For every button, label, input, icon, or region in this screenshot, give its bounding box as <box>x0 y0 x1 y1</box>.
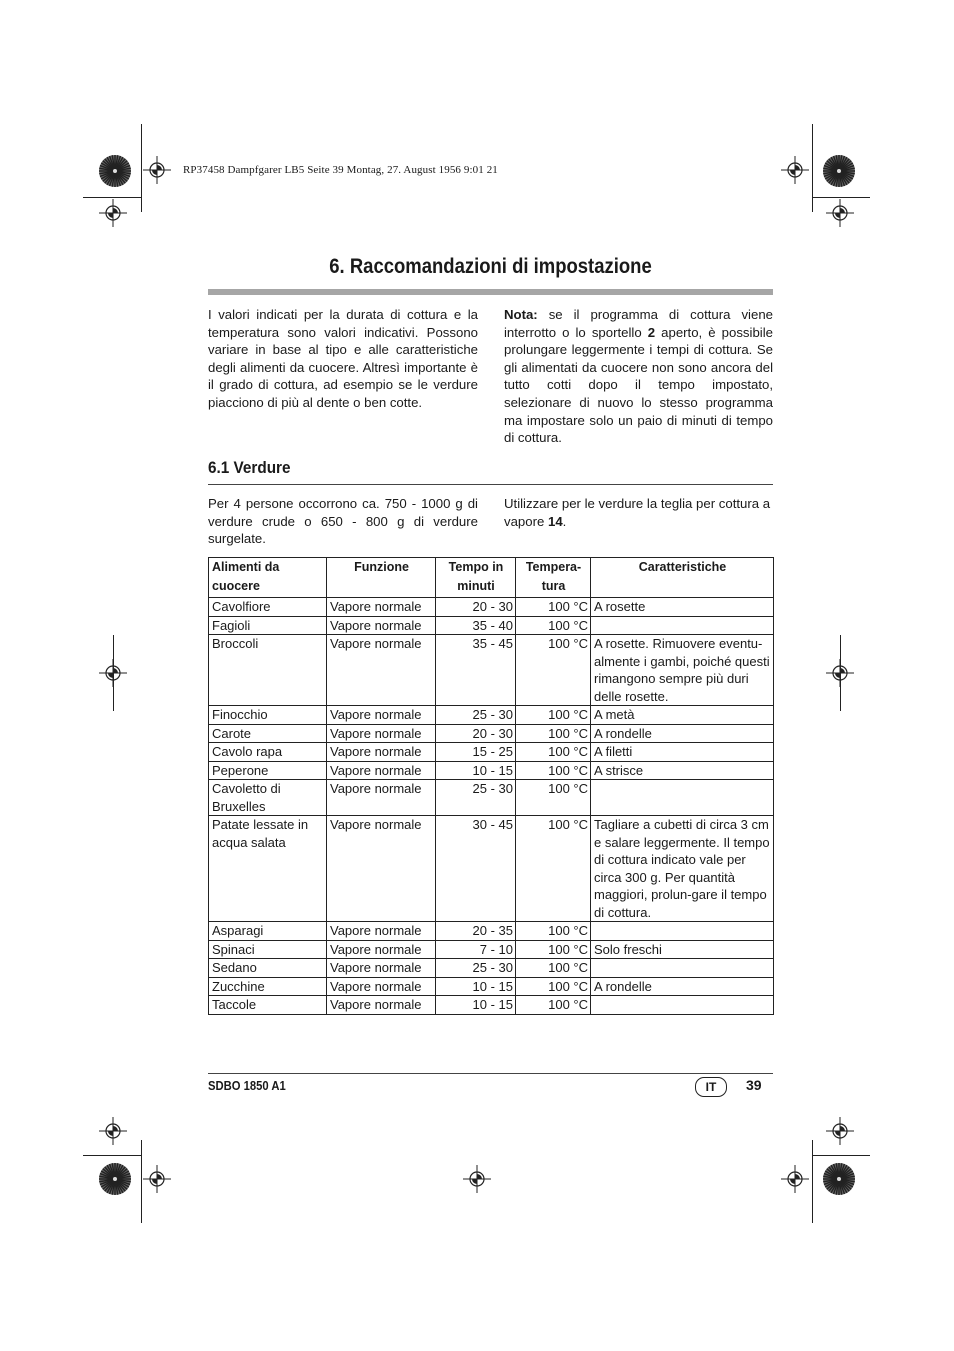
cell-function: Vapore normale <box>327 977 436 996</box>
crop-line <box>83 1155 141 1156</box>
cell-food: Spinaci <box>209 940 327 959</box>
verdure-note-text-1: Utilizzare per le verdure la teglia per cottura a vapore <box>504 496 771 529</box>
table-row <box>209 706 774 725</box>
cell-characteristics: A filetti <box>591 743 774 762</box>
section-title: 6.1 Verdure <box>208 458 291 477</box>
registration-mark-icon <box>463 1165 491 1193</box>
cell-function: Vapore normale <box>327 922 436 941</box>
table-row <box>209 598 774 617</box>
table-row <box>209 724 774 743</box>
header-time: Tempo in minuti <box>436 558 516 598</box>
note-ref: 2 <box>647 324 656 340</box>
cell-time: 20 - 30 <box>436 724 516 743</box>
table-row <box>209 616 774 635</box>
header-temperature: Tempera-tura <box>516 558 591 598</box>
table-row <box>209 635 774 706</box>
table-row <box>209 816 774 922</box>
crop-line <box>141 124 142 212</box>
registration-mark-icon <box>781 1165 809 1193</box>
cell-time: 10 - 15 <box>436 996 516 1015</box>
cell-food: Cavoletto di Bruxelles <box>209 780 327 816</box>
cell-temperature: 100 °C <box>516 977 591 996</box>
cell-time: 25 - 30 <box>436 706 516 725</box>
cell-function: Vapore normale <box>327 816 436 922</box>
cell-time: 25 - 30 <box>436 780 516 816</box>
cell-function: Vapore normale <box>327 616 436 635</box>
cell-time: 35 - 45 <box>436 635 516 706</box>
crop-line <box>840 635 841 711</box>
section-rule <box>208 484 773 485</box>
cell-temperature: 100 °C <box>516 743 591 762</box>
registration-mark-icon <box>826 1117 854 1145</box>
color-target-icon <box>822 154 856 188</box>
registration-mark-icon <box>99 1117 127 1145</box>
table-row <box>209 977 774 996</box>
cell-temperature: 100 °C <box>516 706 591 725</box>
cell-time: 7 - 10 <box>436 940 516 959</box>
note-label: Nota: <box>504 307 538 322</box>
cell-characteristics: A strisce <box>591 761 774 780</box>
crop-line <box>812 1140 813 1223</box>
cell-food: Carote <box>209 724 327 743</box>
page-number: 39 <box>746 1077 762 1093</box>
crop-line <box>812 197 870 198</box>
header-function: Funzione <box>327 558 436 598</box>
cell-food: Peperone <box>209 761 327 780</box>
cell-food: Asparagi <box>209 922 327 941</box>
intro-paragraph: I valori indicati per la durata di cottura e la temperatura sono valori indicativi. Possono variare in base al tipo e alle caratteristiche degli alimenti da cuocere. Altresì importante è il grado di cottura, ad esempio se le verdure piacciono di più al dente o ben cotte. <box>208 307 478 410</box>
cell-characteristics <box>591 922 774 941</box>
cell-characteristics: Solo freschi <box>591 940 774 959</box>
table-row <box>209 780 774 816</box>
crop-line <box>141 1140 142 1223</box>
cell-temperature: 100 °C <box>516 922 591 941</box>
cell-characteristics: A metà <box>591 706 774 725</box>
registration-mark-icon <box>143 156 171 184</box>
verdure-paragraph: Per 4 persone occorrono ca. 750 - 1000 g di verdure crude o 650 - 800 g di verdure surgelate. <box>208 496 478 547</box>
table-row <box>209 996 774 1015</box>
cell-function: Vapore normale <box>327 780 436 816</box>
cell-time: 20 - 35 <box>436 922 516 941</box>
registration-mark-icon <box>143 1165 171 1193</box>
cell-characteristics <box>591 780 774 816</box>
verdure-note-ref: 14 <box>548 513 563 529</box>
cell-temperature: 100 °C <box>516 598 591 617</box>
cell-temperature: 100 °C <box>516 761 591 780</box>
table-header-row <box>209 558 774 598</box>
cell-function: Vapore normale <box>327 996 436 1015</box>
color-target-icon <box>98 1162 132 1196</box>
note-text-1: se il programma di cottura viene interrotto o lo sportello <box>504 307 773 340</box>
cell-temperature: 100 °C <box>516 940 591 959</box>
cell-characteristics: A rondelle <box>591 977 774 996</box>
crop-line <box>812 1155 870 1156</box>
cell-food: Cavolfiore <box>209 598 327 617</box>
crop-line <box>812 124 813 212</box>
cell-time: 35 - 40 <box>436 616 516 635</box>
crop-line <box>113 635 114 711</box>
table-row <box>209 940 774 959</box>
note-paragraph <box>504 306 773 447</box>
cell-function: Vapore normale <box>327 724 436 743</box>
cell-food: Cavolo rapa <box>209 743 327 762</box>
note-text-2: aperto, è possibile prolungare leggermente i tempi di cottura. Se gli alimentati da cuocere non sono ancora del tutto cotti dopo il tempo impostato, selezionare di nuovo lo stesso programma ma impostare solo un paio di minuti di tempo di cottura. <box>504 324 773 446</box>
verdure-note-text-2: . <box>562 513 567 529</box>
cell-characteristics: A rondelle <box>591 724 774 743</box>
cell-function: Vapore normale <box>327 959 436 978</box>
cell-food: Sedano <box>209 959 327 978</box>
table-row <box>209 959 774 978</box>
color-target-icon <box>98 154 132 188</box>
cell-characteristics <box>591 996 774 1015</box>
page-title: 6. Raccomandazioni di impostazione <box>329 255 652 278</box>
cell-food: Zucchine <box>209 977 327 996</box>
title-rule <box>208 289 773 295</box>
cell-time: 15 - 25 <box>436 743 516 762</box>
color-target-icon <box>822 1162 856 1196</box>
cell-characteristics <box>591 616 774 635</box>
cell-function: Vapore normale <box>327 635 436 706</box>
cell-function: Vapore normale <box>327 598 436 617</box>
cell-time: 10 - 15 <box>436 977 516 996</box>
footer-rule <box>208 1073 773 1074</box>
crop-line <box>83 197 141 198</box>
cell-time: 10 - 15 <box>436 761 516 780</box>
cell-time: 20 - 30 <box>436 598 516 617</box>
header-characteristics: Caratteristiche <box>591 558 774 598</box>
language-badge: IT <box>695 1077 727 1097</box>
cell-time: 25 - 30 <box>436 959 516 978</box>
cell-temperature: 100 °C <box>516 616 591 635</box>
registration-mark-icon <box>99 199 127 227</box>
cell-characteristics <box>591 959 774 978</box>
cell-food: Fagioli <box>209 616 327 635</box>
registration-mark-icon <box>781 156 809 184</box>
cell-function: Vapore normale <box>327 761 436 780</box>
cell-function: Vapore normale <box>327 940 436 959</box>
cell-food: Broccoli <box>209 635 327 706</box>
cell-temperature: 100 °C <box>516 724 591 743</box>
cell-function: Vapore normale <box>327 743 436 762</box>
cell-food: Finocchio <box>209 706 327 725</box>
registration-mark-icon <box>826 199 854 227</box>
cell-food: Patate lessate in acqua salata <box>209 816 327 922</box>
cell-temperature: 100 °C <box>516 959 591 978</box>
table-row <box>209 743 774 762</box>
table-row <box>209 761 774 780</box>
cell-temperature: 100 °C <box>516 780 591 816</box>
cell-temperature: 100 °C <box>516 816 591 922</box>
cell-characteristics: Tagliare a cubetti di circa 3 cm e salare leggermente. Il tempo di cottura indicato vale per circa 300 g. Per quantità maggiori, prolun-gare il tempo di cottura. <box>591 816 774 922</box>
cooking-table <box>208 557 774 1015</box>
table-row <box>209 922 774 941</box>
print-header: RP37458 Dampfgarer LB5 Seite 39 Montag, 27. August 1956 9:01 21 <box>183 164 498 176</box>
verdure-note <box>504 495 773 530</box>
cell-function: Vapore normale <box>327 706 436 725</box>
footer-model: SDBO 1850 A1 <box>208 1079 286 1093</box>
cell-temperature: 100 °C <box>516 996 591 1015</box>
cell-characteristics: A rosette <box>591 598 774 617</box>
cell-characteristics: A rosette. Rimuovere eventu-almente i gambi, poiché questi rimangono sempre più duri delle rosette. <box>591 635 774 706</box>
header-food: Alimenti da cuocere <box>209 558 327 598</box>
cell-time: 30 - 45 <box>436 816 516 922</box>
cell-food: Taccole <box>209 996 327 1015</box>
cell-temperature: 100 °C <box>516 635 591 706</box>
